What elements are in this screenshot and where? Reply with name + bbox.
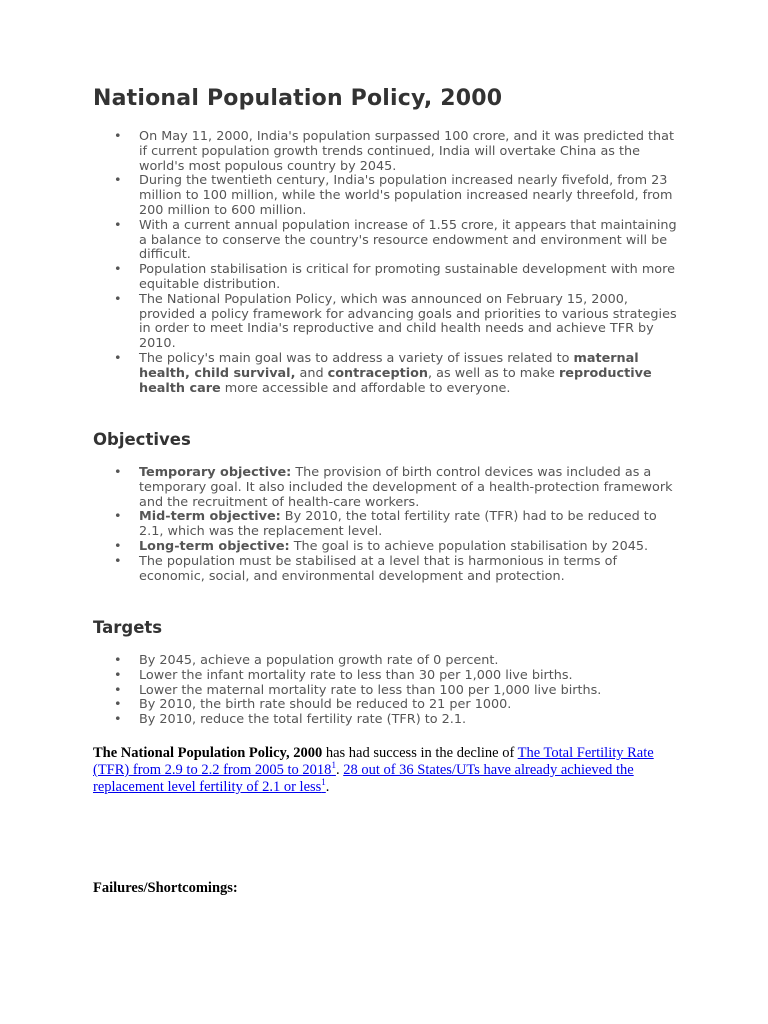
success-paragraph [93, 745, 683, 796]
tfr-decline-link-text: The Total Fertility Rate (TFR) from 2.9 to 2.2 from 2005 to 2018 [93, 745, 654, 778]
intro-list [93, 130, 678, 396]
list-item: • With a current annual population increase of 1.55 crore, it appears that maintaining a balance to conserve the country's resource endowment and environment will be difficult. [93, 219, 678, 263]
list-item: • The National Population Policy, which was announced on February 15, 2000, provided a policy framework for advancing goals and priorities to various strategies in order to meet India's reproductive and child health needs and achieve TFR by 2010. [93, 293, 678, 352]
paragraph-end: . [325, 779, 330, 795]
goal-text-4: more accessible and affordable to everyone. [220, 380, 511, 396]
list-item: • Population stabilisation is critical for promoting sustainable development with more equitable distribution. [93, 263, 678, 293]
goal-text-3: , as well as to make [428, 365, 559, 381]
objectives-list [93, 466, 678, 584]
goal-bold-contraception: contraception [327, 365, 429, 381]
footnote-ref: 1 [321, 777, 326, 788]
list-item: • On May 11, 2000, India's population surpassed 100 crore, and it was predicted that if current population growth trends continued, India will overtake China as the world's most populous country by 2045. [93, 130, 678, 174]
objective-text: The goal is to achieve population stabilisation by 2045. [289, 538, 649, 554]
targets-heading: Targets [93, 618, 163, 637]
objective-text: The population must be stabilised at a level that is harmonious in terms of economic, social, and environmental development and protection. [139, 553, 617, 584]
goal-bold-reproductive: reproductive health care [139, 365, 652, 396]
list-item: • Lower the infant mortality rate to less than 30 per 1,000 live births. [93, 669, 678, 684]
goal-bold-maternal: maternal health, child survival, [139, 350, 639, 381]
footnote-ref: 1 [331, 760, 336, 771]
list-item: • By 2010, the birth rate should be reduced to 21 per 1000. [93, 698, 678, 713]
list-item: • Lower the maternal mortality rate to less than 100 per 1,000 live births. [93, 684, 678, 699]
objective-text: The provision of birth control devices was included as a temporary goal. It also included the development of a health-protection framework and the recruitment of health-care workers. [139, 465, 673, 510]
list-item [93, 352, 678, 396]
page-title: National Population Policy, 2000 [93, 86, 503, 111]
list-item: • By 2045, achieve a population growth rate of 0 percent. [93, 654, 678, 669]
objective-label: Mid-term objective: [139, 509, 281, 525]
list-item: • By 2010, reduce the total fertility rate (TFR) to 2.1. [93, 713, 678, 728]
separator: . [335, 762, 344, 778]
objectives-heading: Objectives [93, 430, 191, 449]
replacement-level-link-text: 28 out of 36 States/UTs have already achieved the replacement level fertility of 2.1 or less [93, 762, 634, 795]
list-item: • During the twentieth century, India's population increased nearly fivefold, from 23 million to 100 million, while the world's population increased nearly threefold, from 200 million to 600 million. [93, 174, 678, 218]
success-middle: has had success in the decline of [322, 745, 518, 761]
list-item [93, 510, 678, 540]
goal-text-1: The policy's main goal was to address a variety of issues related to [139, 350, 574, 366]
list-item [93, 466, 678, 510]
failures-heading: Failures/Shortcomings: [93, 880, 238, 896]
objective-label: Long-term objective: [139, 538, 290, 554]
list-item [93, 555, 678, 585]
success-lead: The National Population Policy, 2000 [93, 745, 323, 761]
objective-text: By 2010, the total fertility rate (TFR) had to be reduced to 2.1, which was the replacement level. [139, 509, 657, 540]
targets-list [93, 654, 678, 728]
list-item [93, 540, 678, 555]
objective-label: Temporary objective: [139, 465, 292, 480]
goal-text-2: and [295, 365, 328, 381]
